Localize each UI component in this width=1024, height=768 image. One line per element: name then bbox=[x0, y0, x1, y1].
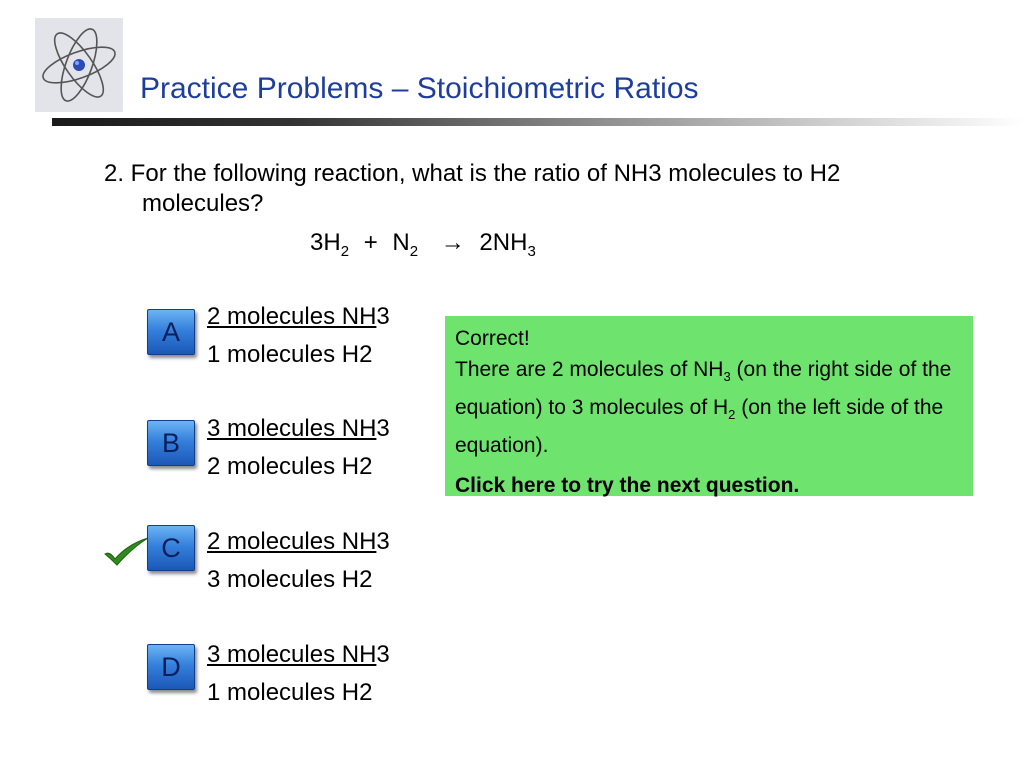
option-c-button[interactable]: C bbox=[147, 525, 195, 571]
option-c-line-2: 3 molecules H2 bbox=[207, 566, 373, 593]
next-question-link[interactable]: Click here to try the next question. bbox=[455, 474, 800, 498]
question-line-2: molecules? bbox=[142, 190, 264, 217]
option-b-line-1: 3 molecules NH3 bbox=[207, 415, 390, 442]
term-nh3: $2NH_3$ bbox=[479, 229, 536, 260]
question-line-1: 2. For the following reaction, what is the ratio of NH3 molecules to H2 bbox=[104, 160, 841, 187]
question-text bbox=[104, 159, 1004, 219]
arrow-icon: → bbox=[440, 229, 465, 256]
option-a-line-1: 2 molecules NH3 bbox=[207, 303, 390, 330]
checkmark-icon bbox=[102, 532, 150, 568]
option-d-line-2: 1 molecules H2 bbox=[207, 679, 373, 706]
option-b-text[interactable] bbox=[207, 410, 390, 486]
option-c-text[interactable] bbox=[207, 523, 390, 599]
feedback-heading: Correct! bbox=[455, 327, 530, 350]
option-d-line-1: 3 molecules NH3 bbox=[207, 641, 390, 668]
option-b-line-2: 2 molecules H2 bbox=[207, 453, 373, 480]
plus-sign: + bbox=[363, 229, 378, 256]
option-b-button[interactable]: B bbox=[147, 420, 195, 466]
term-h2: $3H_2$ bbox=[310, 229, 350, 260]
feedback-explanation: There are 2 molecules of $NH_3$ (on the right side of the equation) to 3 molecules of $H_2$ (on the left side of the equation). bbox=[455, 358, 952, 458]
feedback-box bbox=[445, 316, 973, 496]
option-a-line-2: 1 molecules H2 bbox=[207, 341, 373, 368]
title-divider bbox=[52, 118, 1024, 126]
atom-logo-icon bbox=[35, 18, 123, 112]
term-n2: $N_2$ bbox=[392, 229, 419, 260]
slide-title: Practice Problems – Stoichiometric Ratios bbox=[140, 72, 699, 105]
option-d-text[interactable] bbox=[207, 636, 390, 712]
chemical-equation bbox=[310, 228, 536, 267]
option-a-text[interactable] bbox=[207, 298, 390, 374]
option-d-button[interactable]: D bbox=[147, 644, 195, 690]
option-a-button[interactable]: A bbox=[147, 309, 195, 355]
option-c-line-1: 2 molecules NH3 bbox=[207, 528, 390, 555]
